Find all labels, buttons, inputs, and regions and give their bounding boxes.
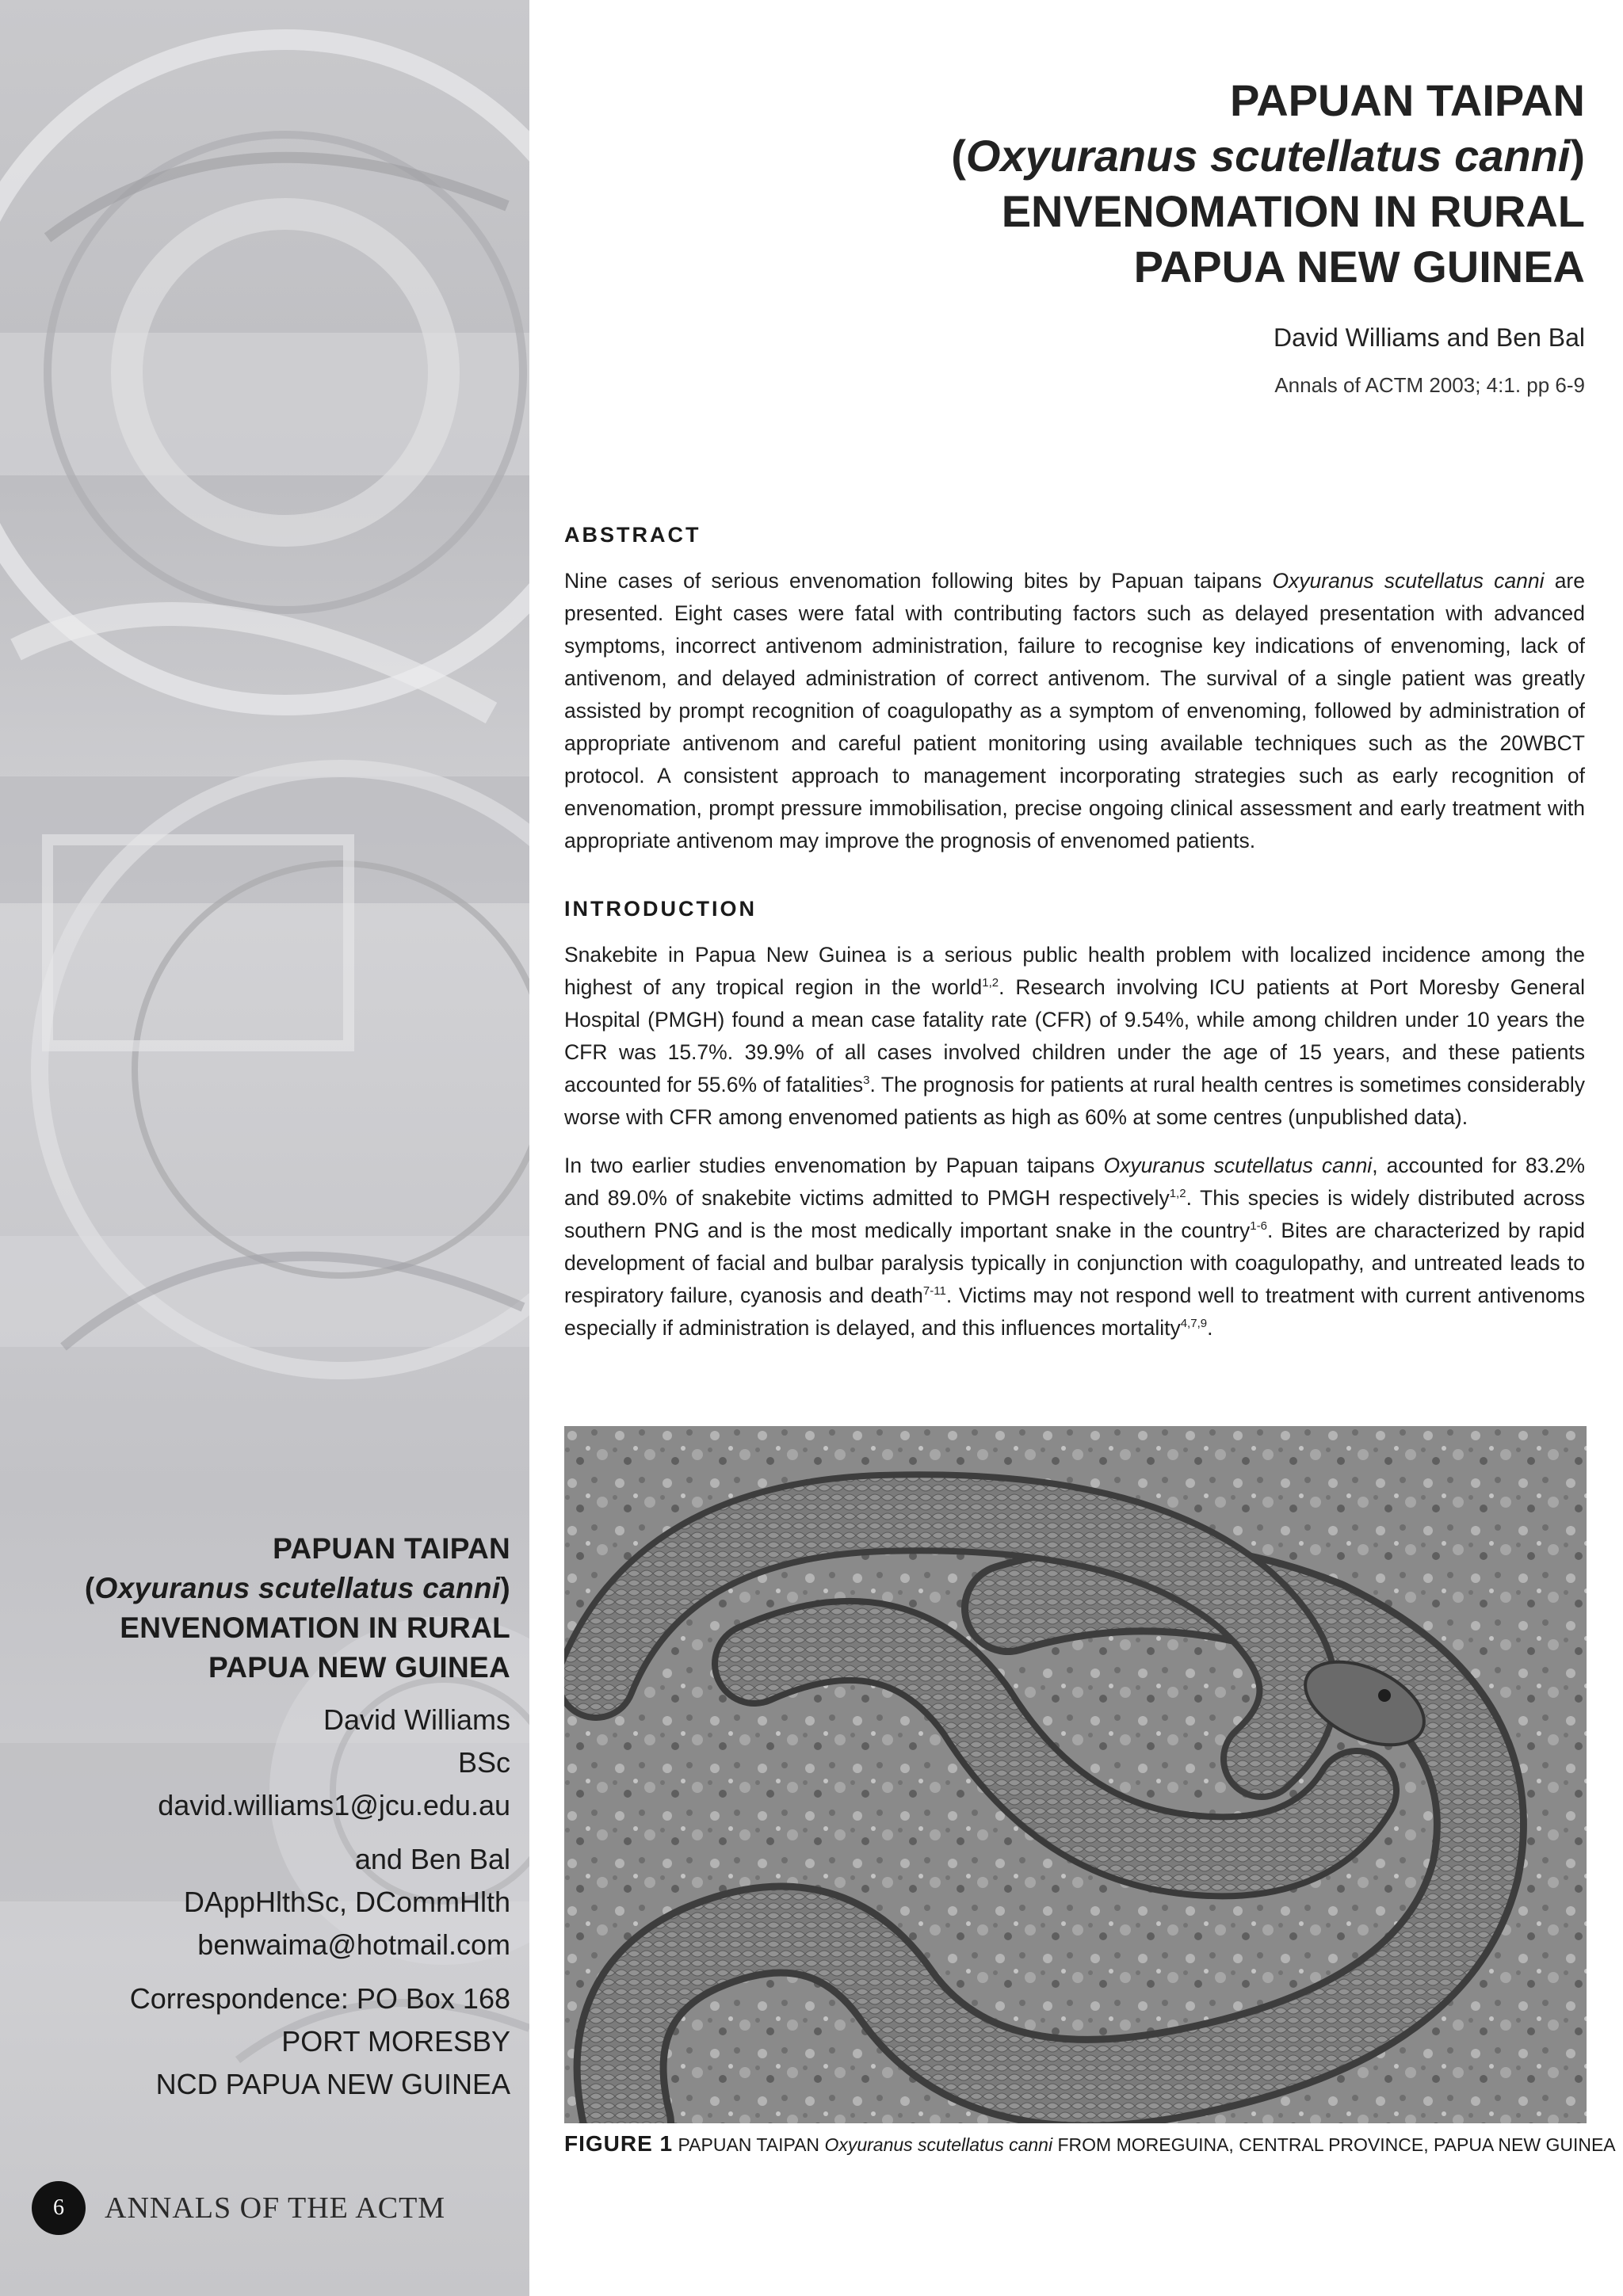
title-line-2: (Oxyuranus scutellatus canni) (951, 131, 1585, 181)
sidebar-author-block (3, 1529, 510, 2106)
intro-species-name: Oxyuranus scutellatus canni (1103, 1154, 1373, 1177)
title-line-3: ENVENOMATION IN RURAL (1001, 186, 1585, 236)
introduction-heading: INTRODUCTION (564, 897, 757, 921)
author2-degree: DAppHlthSc, DCommHlth (183, 1886, 510, 1918)
article-body (564, 523, 1585, 1360)
title-line-4: PAPUA NEW GUINEA (1133, 242, 1585, 292)
abstract-paragraph: Nine cases of serious envenomation following bites by Papuan taipans Oxyuranus scutellatus canni are presented. Eight cases were fatal with contributing factors such as delayed presentation with advanced symptoms, incorrect antivenom administration, failure to recognise key indications of envenoming, lack of antivenom, and delayed administration of correct antivenom. The survival of a single patient was greatly assisted by prompt recognition of coagulopathy as a symptom of envenoming, followed by administration of appropriate antivenom and careful patient monitoring using available techniques such as the 20WBCT protocol. A consistent approach to management incorporating strategies such as early recognition of envenomation, prompt pressure immobilisation, precise ongoing clinical assessment and early treatment with appropriate antivenom may improve the prognosis of envenomed patients. (564, 569, 1585, 852)
citation-superscript: 1,2 (982, 976, 999, 990)
page-number-badge: 6 (32, 2181, 86, 2235)
sidebar-title-line-1: PAPUAN TAIPAN (273, 1532, 510, 1565)
correspondence-country: NCD PAPUA NEW GUINEA (155, 2068, 510, 2100)
sidebar-title-line-3: ENVENOMATION IN RURAL (120, 1611, 510, 1644)
citation-superscript: 4,7,9 (1180, 1317, 1208, 1331)
title-line-1: PAPUAN TAIPAN (1230, 75, 1585, 125)
journal-name: ANNALS OF THE ACTM (105, 2191, 446, 2225)
figure-label: FIGURE 1 (564, 2131, 674, 2156)
author1-name: David Williams (323, 1703, 510, 1736)
citation-superscript: 1-6 (1250, 1219, 1267, 1234)
introduction-paragraph-1: Snakebite in Papua New Guinea is a serious public health problem with localized incidence among the highest of any tropical region in the world$^{1,2}$. Research involving ICU patients at Port Moresby General Hospital (PMGH) found a mean case fatality rate (CFR) of 9.54%, while among children under 10 years the CFR was 15.7%. 39.9% of all cases involved children under the age of 15 years, and these patients accounted for 55.6% of fatalities$^3$. The prognosis for patients at rural health centres is sometimes considerably worse with CFR among envenomed patients as high as 60% at some centres (unpublished data). (564, 943, 1585, 1129)
sidebar-title-scientific-name: Oxyuranus scutellatus canni (94, 1572, 501, 1604)
coiled-snake-illustration (564, 1426, 1587, 2123)
article-header (555, 73, 1585, 398)
citation-superscript: 7-11 (922, 1284, 946, 1299)
citation-superscript: 3 (863, 1074, 870, 1088)
caption-species-name: Oxyuranus scutellatus canni (824, 2134, 1053, 2155)
page-footer (32, 2180, 445, 2236)
author1-email: david.williams1@jcu.edu.au (158, 1789, 510, 1821)
sidebar-title-line-4: PAPUA NEW GUINEA (208, 1651, 510, 1684)
sidebar-title-line-2: (Oxyuranus scutellatus canni) (84, 1572, 510, 1604)
article-citation: Annals of ACTM 2003; 4:1. pp 6-9 (1274, 373, 1585, 397)
title-scientific-name: Oxyuranus scutellatus canni (965, 131, 1571, 181)
figure-caption: FIGURE 1 PAPUAN TAIPAN Oxyuranus scutellatus canni FROM MOREGUINA, CENTRAL PROVINCE, PAPUA NEW GUINEA (564, 2131, 1616, 2156)
citation-superscript: 1,2 (1169, 1187, 1186, 1201)
correspondence-address: Correspondence: PO Box 168 (129, 1982, 510, 2015)
author2-name: and Ben Bal (354, 1843, 510, 1875)
snake-photo (564, 1426, 1587, 2123)
abstract-heading: ABSTRACT (564, 523, 701, 547)
sidebar-panel (0, 0, 529, 2296)
article-authors: David Williams and Ben Bal (1273, 323, 1585, 352)
abstract-species-name: Oxyuranus scutellatus canni (1272, 569, 1545, 593)
author2-email: benwaima@hotmail.com (197, 1928, 510, 1961)
author1-degree: BSc (457, 1746, 510, 1779)
correspondence-city: PORT MORESBY (281, 2025, 510, 2058)
introduction-paragraph-2: In two earlier studies envenomation by Papuan taipans Oxyuranus scutellatus canni, accounted for 83.2% and 89.0% of snakebite victims admitted to PMGH respectively$^{1,2}$. This species is widely distributed across southern PNG and is the most medically important snake in the country$^{1-6}$. Bites are characterized by rapid development of facial and bulbar paralysis typically in conjunction with coagulopathy, and untreated leads to respiratory failure, cyanosis and death$^{7-11}$. Victims may not respond well to treatment with current antivenoms especially if administration is delayed, and this influences mortality$^{4,7,9}$. (564, 1154, 1586, 1340)
